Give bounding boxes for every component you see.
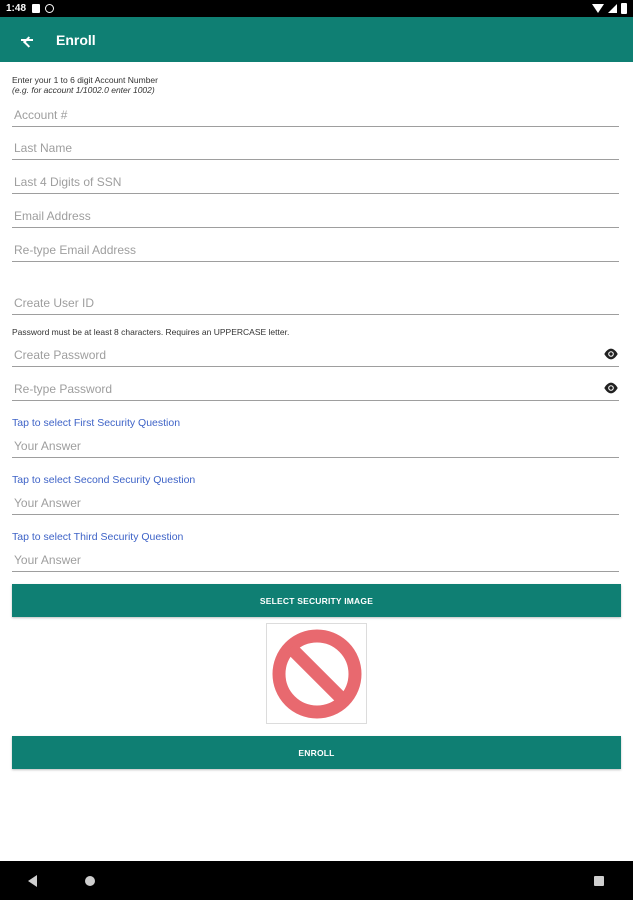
- back-arrow-icon[interactable]: [18, 30, 38, 50]
- third-answer-input[interactable]: [12, 548, 619, 571]
- no-image-icon: [271, 628, 363, 720]
- account-input[interactable]: [12, 103, 619, 126]
- nav-home-icon[interactable]: [85, 876, 95, 886]
- sync-icon: [45, 4, 54, 13]
- eye-icon[interactable]: [603, 382, 619, 394]
- nav-back-icon[interactable]: [28, 875, 37, 887]
- eye-icon[interactable]: [603, 348, 619, 360]
- third-answer-field: [12, 548, 619, 572]
- page-title: Enroll: [56, 31, 96, 48]
- second-answer-input[interactable]: [12, 491, 619, 514]
- create-password-input[interactable]: [12, 343, 619, 366]
- last-name-field: [12, 136, 619, 160]
- ssn-input[interactable]: [12, 170, 619, 193]
- create-password-field: [12, 343, 619, 367]
- status-bar: [0, 0, 633, 17]
- enroll-button[interactable]: ENROLL: [12, 736, 621, 769]
- second-answer-field: [12, 491, 619, 515]
- ssn-field: [12, 170, 619, 194]
- retype-email-field: [12, 238, 619, 262]
- user-id-input[interactable]: [12, 291, 619, 314]
- notification-icon: [32, 4, 40, 13]
- account-field: [12, 103, 619, 127]
- retype-email-input[interactable]: [12, 238, 619, 261]
- email-field: [12, 204, 619, 228]
- system-nav-bar: [0, 861, 633, 900]
- nav-recents-icon[interactable]: [594, 876, 604, 886]
- retype-password-input[interactable]: [12, 377, 619, 400]
- first-answer-field: [12, 434, 619, 458]
- last-name-input[interactable]: [12, 136, 619, 159]
- select-security-image-button[interactable]: SELECT SECURITY IMAGE: [12, 584, 621, 617]
- signal-icon: [608, 4, 617, 13]
- first-answer-input[interactable]: [12, 434, 619, 457]
- password-hint: Password must be at least 8 characters. Requires an UPPERCASE letter.: [12, 327, 290, 337]
- retype-password-field: [12, 377, 619, 401]
- app-bar: [0, 17, 633, 62]
- email-input[interactable]: [12, 204, 619, 227]
- wifi-icon: [592, 4, 604, 13]
- account-hint-line1: Enter your 1 to 6 digit Account Number: [12, 75, 158, 85]
- third-security-question-link[interactable]: Tap to select Third Security Question: [12, 531, 184, 543]
- user-id-field: [12, 291, 619, 315]
- status-time: 1:48: [6, 3, 27, 14]
- account-hint-line2: (e.g. for account 1/1002.0 enter 1002): [12, 85, 155, 95]
- first-security-question-link[interactable]: Tap to select First Security Question: [12, 417, 181, 429]
- battery-icon: [621, 3, 627, 14]
- security-image-preview: [266, 623, 367, 724]
- second-security-question-link[interactable]: Tap to select Second Security Question: [12, 474, 196, 486]
- account-hint: [12, 75, 158, 95]
